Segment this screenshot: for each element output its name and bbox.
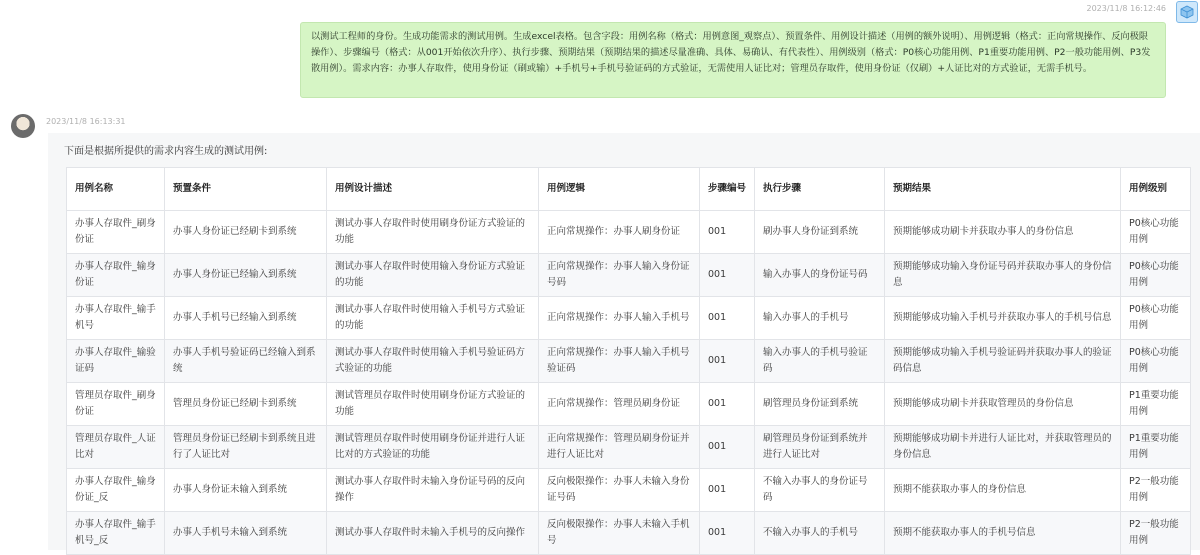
column-header: 执行步骤 — [755, 168, 885, 211]
assistant-intro-text: 下面是根据所提供的需求内容生成的测试用例: — [64, 146, 268, 157]
table-cell: 预期能够成功输入手机号并获取办事人的手机号信息 — [885, 297, 1121, 340]
table-cell: 办事人手机号已经输入到系统 — [165, 297, 327, 340]
table-cell: 测试管理员存取件时使用刷身份证方式验证的功能 — [327, 383, 539, 426]
table-cell: 测试办事人存取件时未输入身份证号码的反向操作 — [327, 469, 539, 512]
table-cell: 不输入办事人的身份证号码 — [755, 469, 885, 512]
table-cell: 测试办事人存取件时使用输入手机号验证码方式验证的功能 — [327, 340, 539, 383]
test-case-table-container — [66, 167, 1200, 555]
user-message-bubble: 以测试工程师的身份。生成功能需求的测试用例。生成excel表格。包含字段：用例名称（格式：用例意图_观察点）、预置条件、用例设计描述（用例的额外说明）、用例逻辑（格式：正向常规操作、反向极限操作）、步骤编号（格式：从001开始依次升序）、执行步骤、预期结果（预期结果的描述尽量准确、具体、易确认、有代表性）、用例级别（格式：P0核心功能用例、P1重要功能用例、P2一般功能用例、P3发散用例）。需求内容：办事人存取件，使用身份证（刷或输）+手机号+手机号验证码的方式验证，无需使用人证比对；管理员存取件，使用身份证（仅刷）+人证比对的方式验证，无需手机号。 — [300, 22, 1166, 98]
table-cell: 正向常规操作：管理员刷身份证 — [539, 383, 700, 426]
table-cell: 预期不能获取办事人的身份信息 — [885, 469, 1121, 512]
table-header-row — [67, 168, 1191, 211]
table-cell: 正向常规操作：管理员刷身份证并进行人证比对 — [539, 426, 700, 469]
table-cell: 办事人存取件_输身份证_反 — [67, 469, 165, 512]
table-cell: 反向极限操作：办事人未输入手机号 — [539, 512, 700, 555]
table-cell: 001 — [700, 254, 755, 297]
table-cell: P0核心功能用例 — [1121, 297, 1191, 340]
assistant-message-timestamp: 2023/11/8 16:13:31 — [46, 117, 126, 126]
column-header: 用例名称 — [67, 168, 165, 211]
table-row — [67, 340, 1191, 383]
table-cell: 办事人身份证已经刷卡到系统 — [165, 211, 327, 254]
table-row — [67, 254, 1191, 297]
table-cell: 管理员存取件_刷身份证 — [67, 383, 165, 426]
table-cell: P2一般功能用例 — [1121, 469, 1191, 512]
table-cell: 办事人身份证未输入到系统 — [165, 469, 327, 512]
table-cell: 测试办事人存取件时使用刷身份证方式验证的功能 — [327, 211, 539, 254]
table-cell: 正向常规操作：办事人输入手机号 — [539, 297, 700, 340]
table-cell: 办事人手机号验证码已经输入到系统 — [165, 340, 327, 383]
table-cell: 办事人存取件_输身份证 — [67, 254, 165, 297]
table-cell: 001 — [700, 512, 755, 555]
table-cell: 输入办事人的手机号 — [755, 297, 885, 340]
user-avatar — [1176, 1, 1198, 23]
table-cell: P1重要功能用例 — [1121, 426, 1191, 469]
table-cell: 预期能够成功输入手机号验证码并获取办事人的验证码信息 — [885, 340, 1121, 383]
table-row — [67, 469, 1191, 512]
table-cell: 刷管理员身份证到系统 — [755, 383, 885, 426]
table-cell: 001 — [700, 383, 755, 426]
table-cell: 正向常规操作：办事人输入手机号验证码 — [539, 340, 700, 383]
table-cell: 001 — [700, 426, 755, 469]
table-cell: 预期不能获取办事人的手机号信息 — [885, 512, 1121, 555]
table-cell: 预期能够成功刷卡并进行人证比对，并获取管理员的身份信息 — [885, 426, 1121, 469]
table-cell: 001 — [700, 340, 755, 383]
table-cell: 办事人身份证已经输入到系统 — [165, 254, 327, 297]
table-cell: 刷管理员身份证到系统并进行人证比对 — [755, 426, 885, 469]
assistant-avatar — [11, 114, 35, 138]
column-header: 步骤编号 — [700, 168, 755, 211]
column-header: 用例级别 — [1121, 168, 1191, 211]
table-cell: 预期能够成功刷卡并获取管理员的身份信息 — [885, 383, 1121, 426]
table-cell: 预期能够成功刷卡并获取办事人的身份信息 — [885, 211, 1121, 254]
table-cell: P1重要功能用例 — [1121, 383, 1191, 426]
table-cell: 管理员身份证已经刷卡到系统且进行了人证比对 — [165, 426, 327, 469]
table-cell: 001 — [700, 469, 755, 512]
table-cell: P0核心功能用例 — [1121, 254, 1191, 297]
table-cell: 刷办事人身份证到系统 — [755, 211, 885, 254]
table-cell: 正向常规操作：办事人刷身份证 — [539, 211, 700, 254]
table-row — [67, 297, 1191, 340]
table-cell: 输入办事人的身份证号码 — [755, 254, 885, 297]
table-cell: 办事人存取件_输手机号_反 — [67, 512, 165, 555]
test-case-table — [66, 167, 1191, 555]
assistant-message — [48, 133, 1200, 550]
table-cell: 输入办事人的手机号验证码 — [755, 340, 885, 383]
table-cell: 测试管理员存取件时使用刷身份证并进行人证比对的方式验证的功能 — [327, 426, 539, 469]
column-header: 预置条件 — [165, 168, 327, 211]
table-cell: P0核心功能用例 — [1121, 211, 1191, 254]
table-cell: 测试办事人存取件时使用输入身份证方式验证的功能 — [327, 254, 539, 297]
table-cell: 001 — [700, 211, 755, 254]
table-row — [67, 211, 1191, 254]
table-cell: 办事人存取件_刷身份证 — [67, 211, 165, 254]
table-row — [67, 512, 1191, 555]
table-cell: 测试办事人存取件时使用输入手机号方式验证的功能 — [327, 297, 539, 340]
table-cell: 正向常规操作：办事人输入身份证号码 — [539, 254, 700, 297]
table-row — [67, 383, 1191, 426]
table-cell: 办事人存取件_输手机号 — [67, 297, 165, 340]
table-cell: 办事人存取件_输验证码 — [67, 340, 165, 383]
table-cell: 测试办事人存取件时未输入手机号的反向操作 — [327, 512, 539, 555]
table-cell: 管理员存取件_人证比对 — [67, 426, 165, 469]
user-message-timestamp: 2023/11/8 16:12:46 — [1086, 4, 1166, 13]
table-cell: P2一般功能用例 — [1121, 512, 1191, 555]
table-cell: 办事人手机号未输入到系统 — [165, 512, 327, 555]
column-header: 用例逻辑 — [539, 168, 700, 211]
table-cell: 预期能够成功输入身份证号码并获取办事人的身份信息 — [885, 254, 1121, 297]
table-cell: 001 — [700, 297, 755, 340]
column-header: 预期结果 — [885, 168, 1121, 211]
cube-icon — [1180, 5, 1194, 19]
column-header: 用例设计描述 — [327, 168, 539, 211]
table-row — [67, 426, 1191, 469]
table-cell: P0核心功能用例 — [1121, 340, 1191, 383]
table-cell: 不输入办事人的手机号 — [755, 512, 885, 555]
table-cell: 管理员身份证已经刷卡到系统 — [165, 383, 327, 426]
table-cell: 反向极限操作：办事人未输入身份证号码 — [539, 469, 700, 512]
